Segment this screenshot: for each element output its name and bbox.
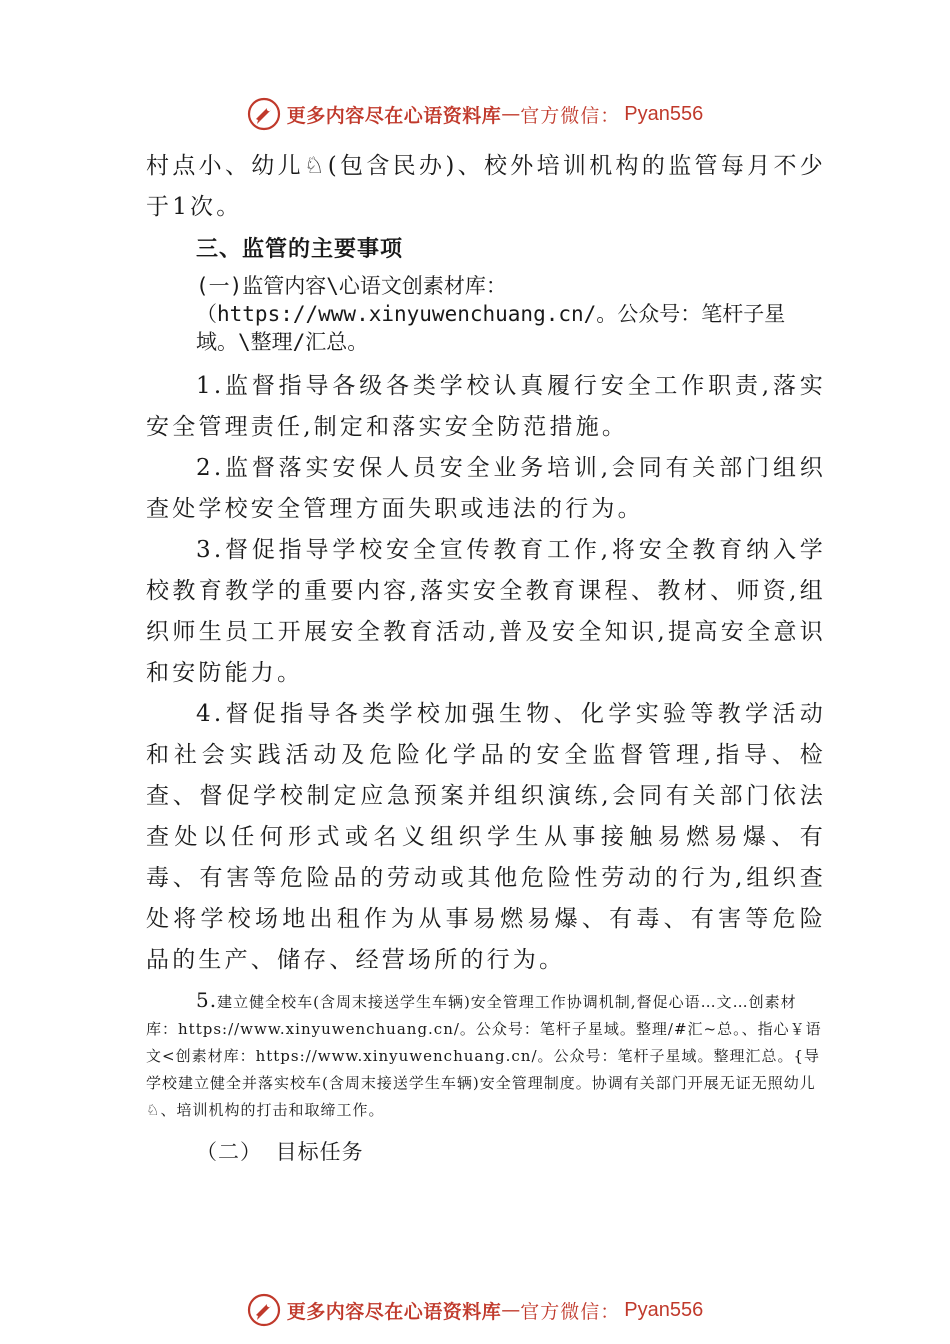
- intro-paragraph: 村点小、幼儿♘(包含民办)、校外培训机构的监管每月不少于1次。: [146, 153, 826, 220]
- header-banner: [0, 94, 950, 134]
- document-body: [146, 146, 826, 1174]
- list-item-3: 3.督促指导学校安全宣传教育工作,将安全教育纳入学校教育教学的重要内容,落实安全教育课程、教材、师资,组织师生员工开展安全教育活动,普及安全知识,提高安全意识和安防能力。: [146, 537, 826, 686]
- brand-logo-icon: [247, 1293, 281, 1327]
- header-brand-text: 更多内容尽在心语资料库: [286, 104, 502, 127]
- header-wechat-label: 官方微信：: [520, 104, 621, 127]
- list-item-1: 1.监督指导各级各类学校认真履行安全工作职责,落实安全管理责任,制定和落实安全防范措施。: [146, 373, 826, 440]
- header-separator: —: [501, 103, 521, 125]
- list-item-5: [146, 987, 826, 1124]
- footer-separator: —: [501, 1299, 521, 1321]
- subsection-heading-1: (一)监管内容\心语文创素材库：（https://www.xinyuwenchuang.cn/。公众号：笔杆子星域。\整理/汇总。: [196, 274, 786, 354]
- footer-banner: [0, 1290, 950, 1330]
- list-item-5-text: 建立健全校车(含周末接送学生车辆)安全管理工作协调机制,督促心语…文…创素材库：https://www.xinyuwenchuang.cn/。公众号：笔杆子星域。整理/#汇~总。、指心￥语文<创素材库：https://www.xinyuwenchuang.cn/。公众号：笔杆子星域。整理汇总。{导学校建立健全并落实校车(含周末接送学生车辆)安全管理制度。协调有关部门开展无证无照幼儿♘、培训机构的打击和取缔工作。: [146, 993, 822, 1119]
- footer-brand-text: 更多内容尽在心语资料库: [286, 1300, 502, 1323]
- subsection-heading-2: （二） 目标任务: [196, 1140, 364, 1164]
- brand-logo-icon: [247, 97, 281, 131]
- section-heading: 三、监管的主要事项: [196, 237, 404, 262]
- list-item-2: 2.监督落实安保人员安全业务培训,会同有关部门组织查处学校安全管理方面失职或违法的行为。: [146, 455, 826, 522]
- footer-wechat-id: Pyan556: [624, 1298, 704, 1321]
- list-item-4: 4.督促指导各类学校加强生物、化学实验等教学活动和社会实践活动及危险化学品的安全监督管理,指导、检查、督促学校制定应急预案并组织演练,会同有关部门依法查处以任何形式或名义组织学生从事接触易燃易爆、有毒、有害等危险品的劳动或其他危险性劳动的行为,组织查处将学校场地出租作为从事易燃易爆、有毒、有害等危险品的生产、储存、经营场所的行为。: [146, 701, 826, 973]
- list-item-5-number: 5.: [196, 988, 218, 1012]
- footer-wechat-label: 官方微信：: [520, 1300, 621, 1323]
- header-wechat-id: Pyan556: [624, 102, 704, 125]
